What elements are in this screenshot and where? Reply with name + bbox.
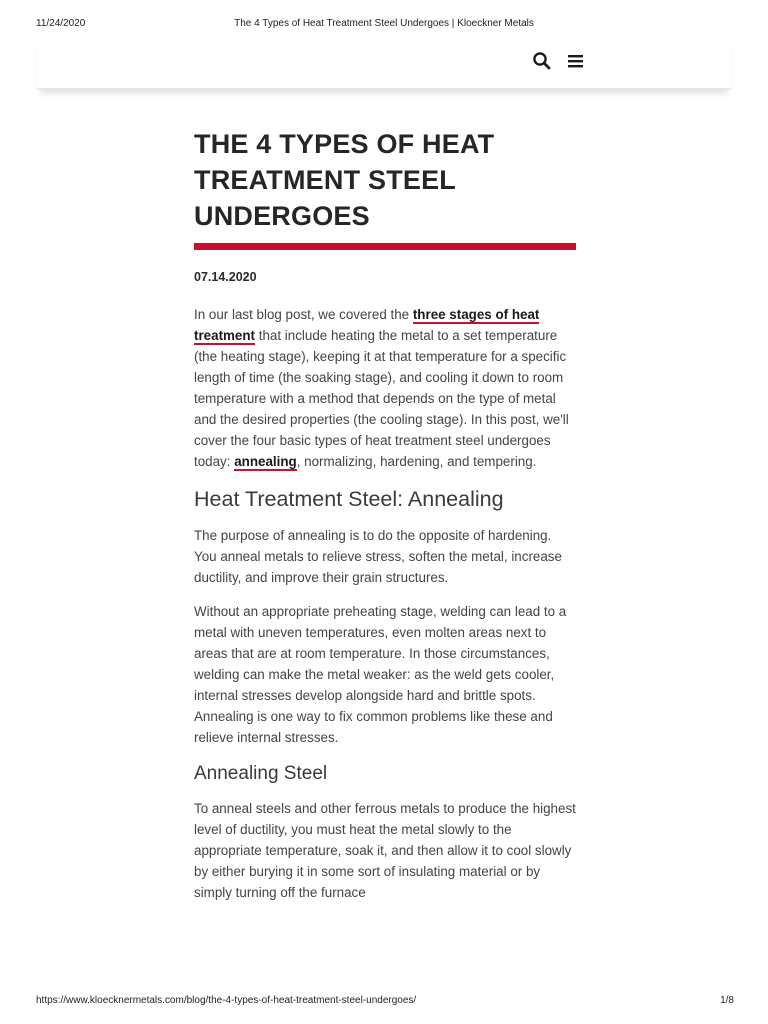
annealing-paragraph-2: Without an appropriate preheating stage, welding can lead to a metal with uneven temperatures, even molten areas next to areas that are at room temperature. In those circumstances, welding can make the metal weaker: as the weld gets cooler, internal stresses develop alongside hard and brittle spots. Annealing is one way to fix common problems like these and relieve internal stresses. xyxy=(194,604,567,745)
search-icon[interactable] xyxy=(531,50,553,72)
article-title: THE 4 TYPES OF HEAT TREATMENT STEEL UNDERGOES xyxy=(194,129,495,231)
section-heading-annealing: Heat Treatment Steel: Annealing xyxy=(194,487,504,511)
annealing-steel-paragraph: To anneal steels and other ferrous metals to produce the highest level of ductility, you must heat the metal slowly to the appropriate temperature, soak it, and then allow it to cool slowly by either burying it in some sort of insulating material or by simply turning off the furnace xyxy=(194,801,576,900)
subheading-annealing-steel: Annealing Steel xyxy=(194,763,328,784)
intro-text-middle: that include heating the metal to a set temperature (the heating stage), keeping it at that temperature for a specific length of time (the soaking stage), and cooling it down to room temperature with a method that depends on the type of metal and the desired properties (the cooling stage). In this post, we'll cover the four basic types of heat treatment steel undergoes today: xyxy=(194,328,569,469)
annealing-paragraph-1: The purpose of annealing is to do the opposite of hardening. You anneal metals to relieve stress, soften the metal, increase ductility, and improve their grain structures. xyxy=(194,528,562,585)
publish-date: 07.14.2020 xyxy=(194,270,257,284)
print-date: 11/24/2020 xyxy=(36,18,86,29)
print-page-number: 1/8 xyxy=(720,995,734,1006)
intro-text-start: In our last blog post, we covered the xyxy=(194,307,413,322)
hamburger-menu-icon[interactable] xyxy=(565,50,587,72)
title-underline-bar xyxy=(194,243,576,250)
intro-paragraph xyxy=(194,304,576,472)
three-stages-link[interactable]: three stages of heat treatment xyxy=(194,307,540,343)
article xyxy=(194,126,576,903)
intro-text-end: , normalizing, hardening, and tempering. xyxy=(296,454,537,469)
site-header xyxy=(37,36,731,89)
annealing-link[interactable]: annealing xyxy=(234,454,297,469)
print-page-title: The 4 Types of Heat Treatment Steel Undergoes | Kloeckner Metals xyxy=(234,18,534,29)
print-url: https://www.kloecknermetals.com/blog/the-4-types-of-heat-treatment-steel-undergoes/ xyxy=(36,995,417,1006)
